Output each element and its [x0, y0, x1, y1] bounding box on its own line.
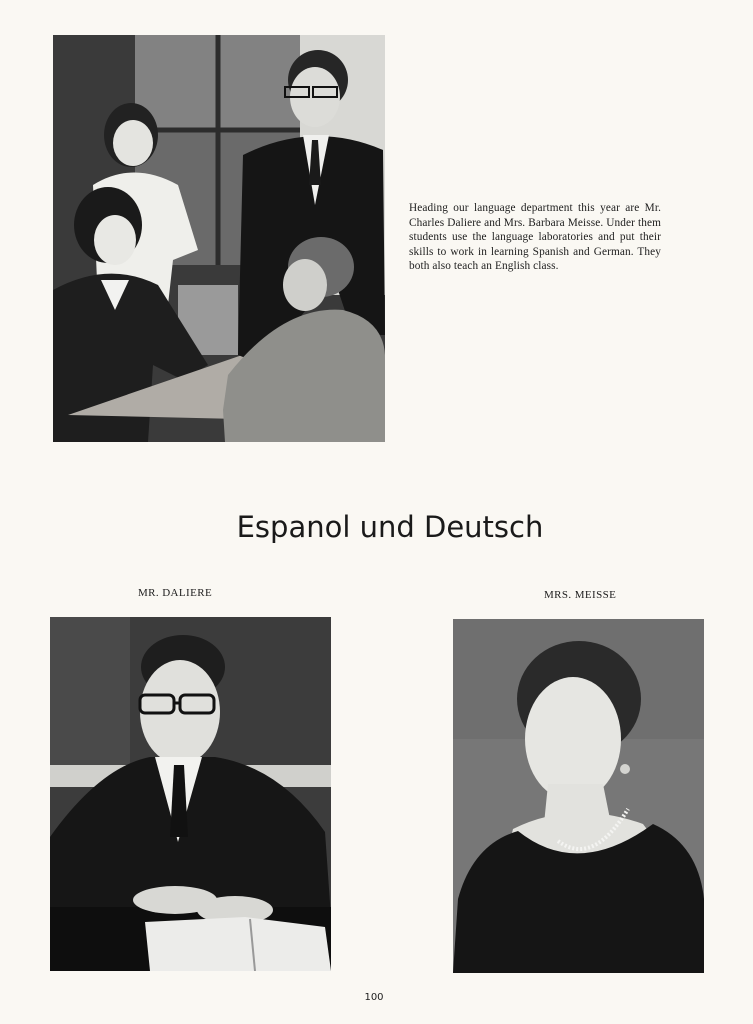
page-number: 100 — [364, 992, 384, 1003]
portrait-label-meisse: MRS. MEISSE — [544, 589, 617, 601]
page-title: Espanol und Deutsch — [236, 510, 544, 544]
group-photo — [53, 35, 385, 442]
portrait-photo-daliere — [50, 617, 331, 971]
portrait-photo-meisse — [453, 619, 704, 973]
portrait-label-daliere: MR. DALIERE — [138, 587, 213, 599]
caption-paragraph: Heading our language department this year are Mr. Charles Daliere and Mrs. Barbara Meisse. Under them students use the language laboratories and put their skills to work in learning Spanish and German. They both also teach an English class. — [409, 202, 661, 273]
